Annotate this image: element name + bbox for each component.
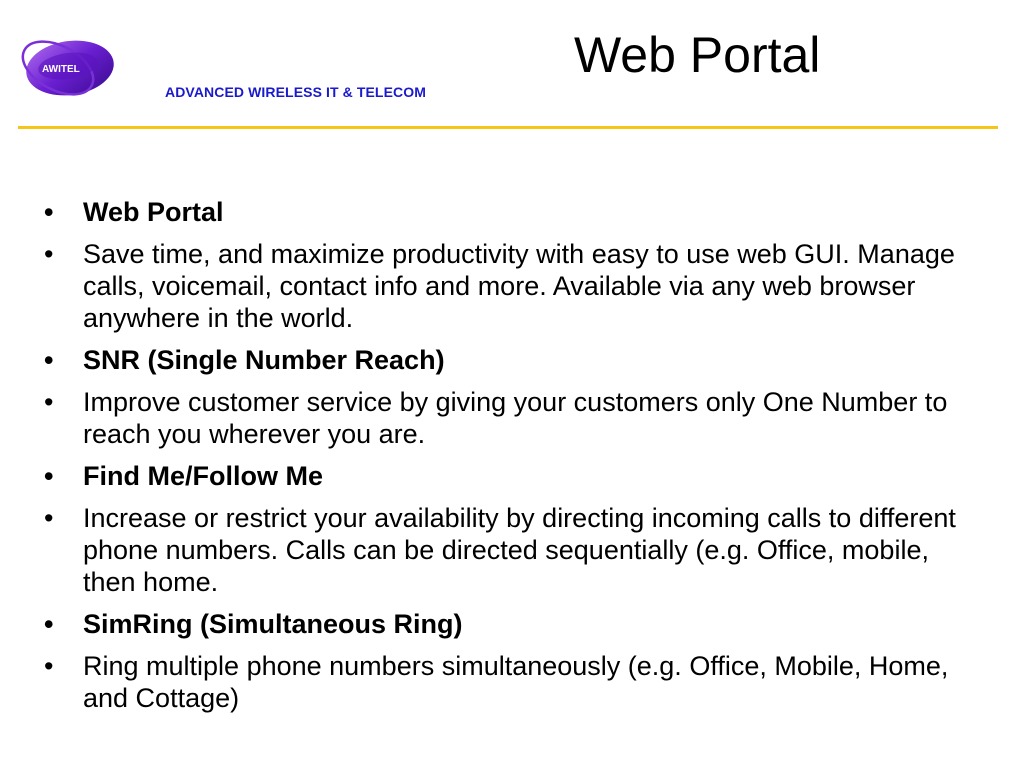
bullet-item: [44, 460, 984, 492]
bullet-item: [44, 502, 984, 598]
bullet-item: [44, 650, 984, 714]
bullet-item: [44, 608, 984, 640]
logo-text: AWITEL: [42, 64, 80, 75]
bullet-dot: •: [44, 651, 54, 681]
bullet-text: Find Me/Follow Me: [83, 461, 323, 491]
page-title: Web Portal: [574, 27, 821, 83]
bullet-text: Save time, and maximize productivity with easy to use web GUI. Manage calls, voicemail, contact info and more. Available via any web browser anywhere in the world.: [83, 239, 955, 333]
bullet-dot: •: [44, 387, 54, 417]
bullet-text: SNR (Single Number Reach): [83, 345, 445, 375]
bullet-text: Web Portal: [83, 197, 224, 227]
bullet-dot: •: [44, 345, 54, 375]
bullet-dot: •: [44, 503, 54, 533]
awitel-logo: [18, 28, 116, 106]
bullet-text: Improve customer service by giving your customers only One Number to reach you wherever you are.: [83, 387, 948, 449]
bullet-dot: •: [44, 239, 54, 269]
bullet-item: [44, 196, 984, 228]
bullet-dot: •: [44, 197, 54, 227]
bullet-item: [44, 238, 984, 334]
bullet-item: [44, 386, 984, 450]
bullet-dot: •: [44, 461, 54, 491]
header-divider: [18, 126, 998, 129]
bullet-dot: •: [44, 609, 54, 639]
bullet-text: Increase or restrict your availability by directing incoming calls to different phone numbers. Calls can be directed sequentially (e.g. Office, mobile, then home.: [83, 503, 956, 597]
bullet-item: [44, 344, 984, 376]
bullet-list: [44, 196, 984, 724]
company-name: ADVANCED WIRELESS IT & TELECOM: [165, 84, 426, 100]
bullet-text: Ring multiple phone numbers simultaneously (e.g. Office, Mobile, Home, and Cottage): [83, 651, 949, 713]
bullet-text: SimRing (Simultaneous Ring): [83, 609, 463, 639]
